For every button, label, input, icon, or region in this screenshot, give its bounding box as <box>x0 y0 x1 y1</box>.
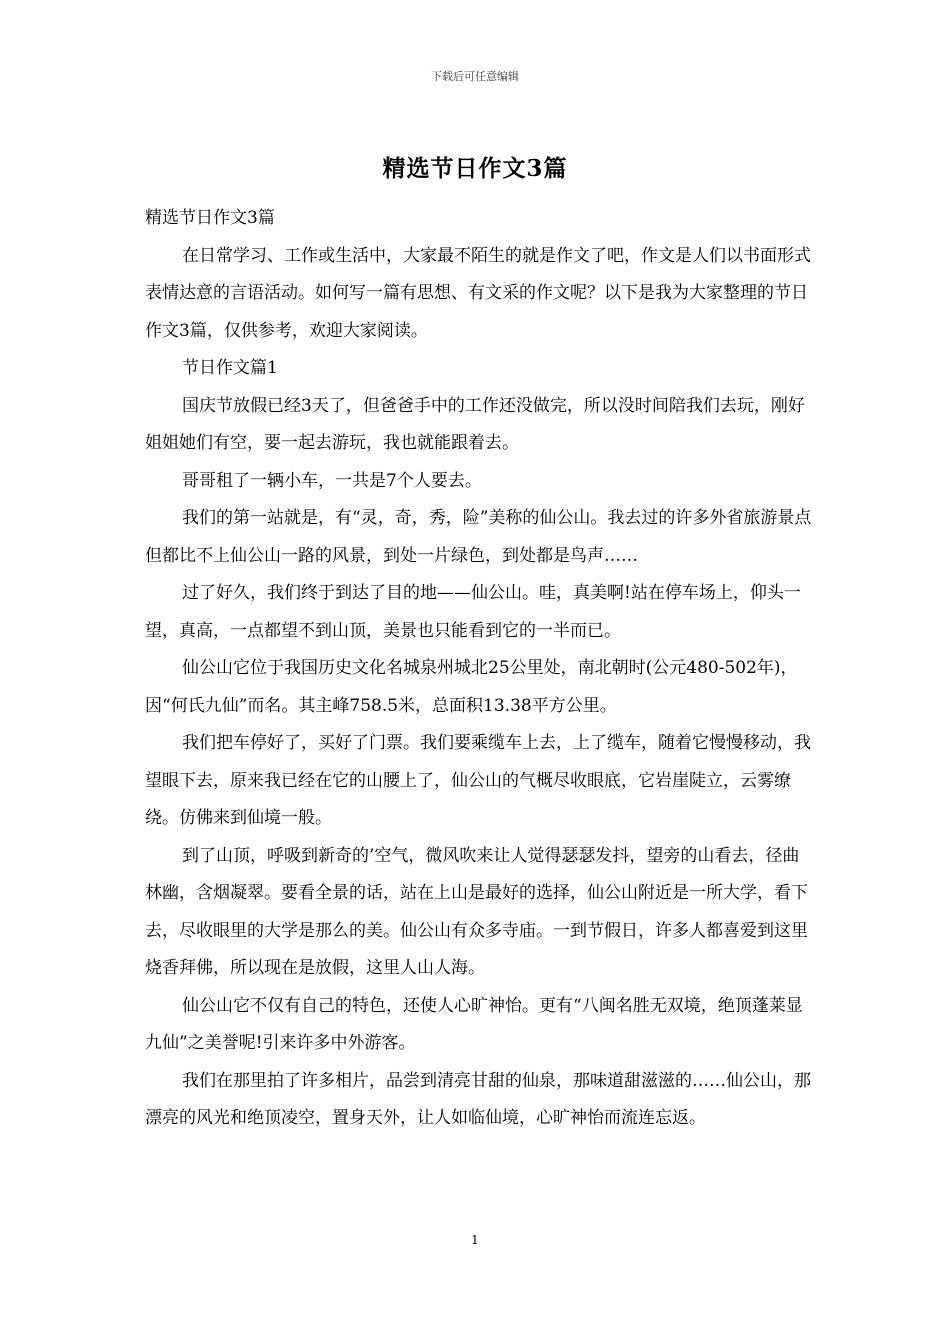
body-paragraph: 仙公山它不仅有自己的特色，还使人心旷神怡。更有“八闽名胜无双境，绝顶蓬莱显九仙”之美誉呢!引来许多中外游客。 <box>145 995 803 1053</box>
subtitle-line: 精选节日作文3篇 <box>145 208 275 228</box>
body-paragraph: 仙公山它位于我国历史文化名城泉州城北25公里处，南北朝时(公元480-502年)，因“何氏九仙”而名。其主峰758.5米，总面积13.38平方公里。 <box>145 658 798 716</box>
section-heading: 节日作文篇1 <box>182 358 278 378</box>
body-paragraph: 我们的第一站就是，有“灵，奇，秀，险”美称的仙公山。我去过的许多外省旅游景点但都比不上仙公山一路的风景，到处一片绿色，到处都是鸟声…… <box>145 508 812 566</box>
body-paragraph: 我们把车停好了，买好了门票。我们要乘缆车上去，上了缆车，随着它慢慢移动，我望眼下去，原来我已经在它的山腰上了，仙公山的气概尽收眼底，它岩崖陡立，云雾缭绕。仿佛来到仙境一般。 <box>145 733 811 828</box>
body-paragraph: 国庆节放假已经3天了，但爸爸手中的工作还没做完，所以没时间陪我们去玩，刚好姐姐她们有空，要一起去游玩，我也就能跟着去。 <box>145 395 805 453</box>
document-body <box>145 200 813 1138</box>
body-paragraph: 我们在那里拍了许多相片，品尝到清亮甘甜的仙泉，那味道甜滋滋的……仙公山，那漂亮的风光和绝顶凌空，置身天外，让人如临仙境，心旷神怡而流连忘返。 <box>145 1070 811 1128</box>
body-paragraph: 过了好久，我们终于到达了目的地——仙公山。哇，真美啊!站在停车场上，仰头一望，真高，一点都望不到山顶，美景也只能看到它的一半而已。 <box>145 583 801 641</box>
body-paragraph: 哥哥租了一辆小车，一共是7个人要去。 <box>182 470 482 491</box>
header-note: 下载后可任意编辑 <box>431 70 519 83</box>
intro-paragraph: 在日常学习、工作或生活中，大家最不陌生的就是作文了吧，作文是人们以书面形式表情达意的言语活动。如何写一篇有思想、有文采的作文呢？以下是我为大家整理的节日作文3篇，仅供参考，欢迎大家阅读。 <box>145 245 811 341</box>
document-title: 精选节日作文3篇 <box>382 155 568 182</box>
page-number: 1 <box>471 1233 479 1247</box>
body-paragraph: 到了山顶，呼吸到新奇的’空气，微风吹来让人觉得瑟瑟发抖，望旁的山看去，径曲林幽，含烟凝翠。要看全景的话，站在上山是最好的选择，仙公山附近是一所大学，看下去，尽收眼里的大学是那么的美。仙公山有众多寺庙。一到节假日，许多人都喜爱到这里烧香拜佛，所以现在是放假，这里人山人海。 <box>145 845 808 978</box>
